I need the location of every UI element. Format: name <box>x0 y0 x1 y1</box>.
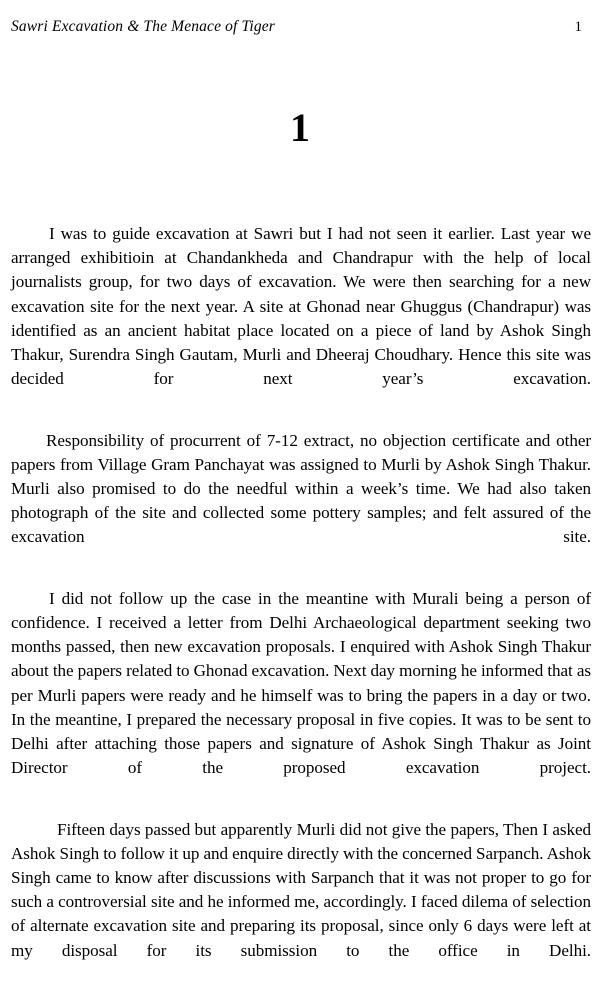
paragraph: I was to guide excavation at Sawri but I had not seen it earlier. Last year we arranged exhibitioin at Chandankheda and Chandrapur with the help of local journalists group, for two days of excavation. We were then searching for a new excavation site for the next year. A site at Ghonad near Ghuggus (Chandrapur) was identified as an ancient habitat place located on a piece of land by Ashok Singh Thakur, Surendra Singh Gautam, Murli and Dheeraj Choudhary. Hence this site was decided for next year’s excavation. <box>11 224 591 389</box>
paragraph: I did not follow up the case in the meantine with Murali being a person of confidence. I received a letter from Delhi Archaeological department seeking two months passed, then new excavation proposals. I enquired with Ashok Singh Thakur about the papers related to Ghonad excavation. Next day morning he informed that as per Murli papers were ready and he himself was to bring the papers in a day or two. In the meantine, I prepared the necessary proposal in five copies. It was to be sent to Delhi after attaching those papers and signature of Ashok Singh Thakur as Joint Director of the proposed excavation project. <box>11 588 591 778</box>
paragraph: Fifteen days passed but apparently Murli did not give the papers, Then I asked Ashok Singh to follow it up and enquire directly with the concerned Sarpanch. Ashok Singh came to know after discussions with Sarpanch that it was not proper to go for such a controversial site and he informed me, accordingly. I faced dilema of selection of alternate excavation site and preparing its proposal, since only 6 days were left at my disposal for its submission to the office in Delhi. <box>11 819 591 960</box>
body-text <box>11 222 591 987</box>
running-head-title: Sawri Excavation & The Menace of Tiger <box>11 18 275 35</box>
page-number: 1 <box>574 19 582 35</box>
running-head <box>11 18 590 44</box>
paragraph: Responsibility of procurrent of 7-12 extract, no objection certificate and other papers from Village Gram Panchayat was assigned to Murli by Ashok Singh Thakur. Murli also promised to do the needful within a week’s time. We had also taken photograph of the site and collected some pottery samples; and felt assured of the excavation site. <box>11 430 591 547</box>
chapter-number: 1 <box>290 105 310 150</box>
